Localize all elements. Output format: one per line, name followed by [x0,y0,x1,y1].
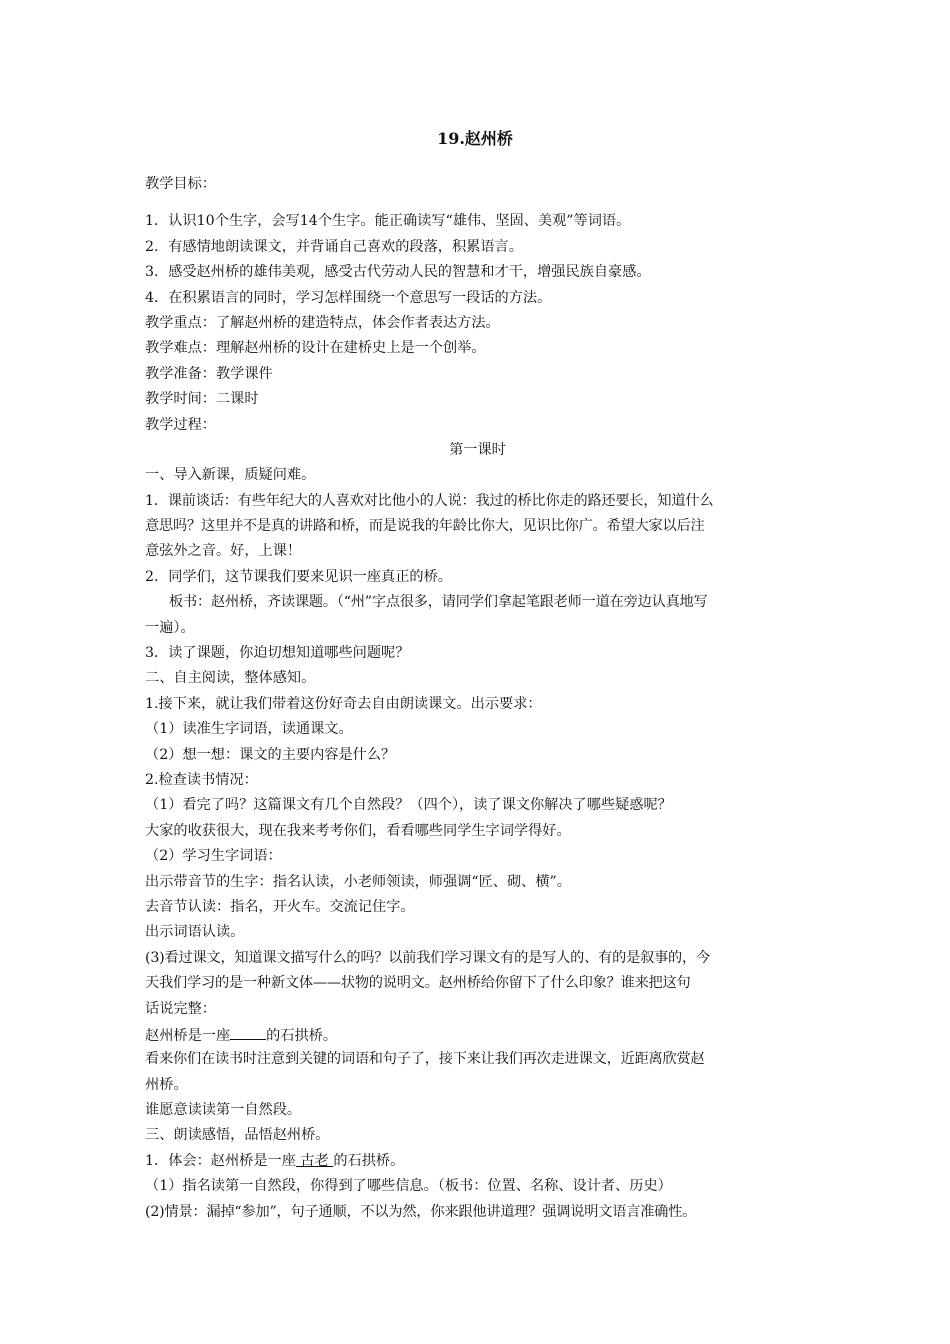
paragraph-line: 看来你们在读书时注意到关键的词语和句子了，接下来让我们再次走进课文，近距离欣赏赵 [145,1051,705,1068]
sentence-after: 的石拱桥。 [333,1152,405,1169]
paragraph-line: 3．读了课题，你迫切想知道哪些问题呢？ [145,645,410,662]
paragraph-line: 1．课前谈话：有些年纪大的人喜欢对比他小的人说：我过的桥比你走的路还要长，知道什么 [145,492,714,509]
goal-item: 2．有感情地朗读课文，并背诵自己喜欢的段落，积累语言。 [145,238,523,255]
paragraph-line: 意思吗？这里并不是真的讲路和桥，而是说我的年龄比你大，见识比你广。希望大家以后注 [145,518,705,535]
paragraph-line: 意弦外之音。好，上课！ [145,543,302,560]
paragraph-line: 2．同学们，这节课我们要来见识一座真正的桥。 [145,568,452,585]
list-item: （1）指名读第一自然段，你得到了哪些信息。（板书：位置、名称、设计者、历史） [145,1178,672,1195]
list-item: （2）学习生字词语： [145,848,282,865]
goals-heading: 教学目标： [145,176,216,192]
paragraph-line: 一遍）。 [145,619,195,636]
paragraph-line: 2.检查读书情况： [145,771,258,788]
preparation: 教学准备：教学课件 [145,365,273,382]
section-heading: 三、朗读感悟，品悟赵州桥。 [145,1127,330,1144]
list-item: （1）看完了吗？这篇课文有几个自然段？（四个），读了课文你解决了哪些疑惑呢？ [145,797,672,814]
paragraph-line [145,1149,810,1174]
paragraph-line: 板书：赵州桥，齐读课题。（“州”字点很多，请同学们拿起笔跟老师一道在旁边认真地写 [169,594,708,611]
underlined-word: 古老 [295,1152,334,1169]
paragraph-line: 出示词语认读。 [145,924,245,941]
paragraph-line: 大家的收获很大，现在我来考考你们，看看哪些同学生字词学得好。 [145,822,571,839]
paragraph-line: 去音节认读：指名，开火车。交流记住字。 [145,898,415,915]
spacer [145,197,810,209]
goal-item: 3．感受赵州桥的雄伟美观，感受古代劳动人民的智慧和才干，增强民族自豪感。 [145,264,651,281]
list-item: （1）读准生字词语，读通课文。 [145,721,353,738]
list-item: （2）想一想：课文的主要内容是什么？ [145,746,396,763]
paragraph-line: 谁愿意读读第一自然段。 [145,1102,302,1119]
goal-item: 4．在积累语言的同时，学习怎样围绕一个意思写一段话的方法。 [145,289,552,306]
lesson-heading: 第一课时 [449,441,506,458]
list-item: (2)情景：漏掉“参加”，句子通顺，不以为然，你来跟他讲道理？强调说明文语言准确性。 [145,1203,697,1220]
fill-blank [230,1022,266,1040]
paragraph-line: 州桥。 [145,1076,188,1093]
fill-text-after: 的石拱桥。 [266,1027,338,1044]
paragraph-line: 天我们学习的是一种新文体——状物的说明文。赵州桥给你留下了什么印象？谁来把这句 [145,975,691,992]
sentence-before: 1．体会：赵州桥是一座 [145,1152,296,1169]
paragraph-line: 话说完整： [145,1000,216,1017]
paragraph-line: (3)看过课文，知道课文描写什么的吗？以前我们学习课文有的是写人的、有的是叙事的，今 [145,949,711,966]
document-body [145,172,810,1225]
paragraph-line: 出示带音节的生字：指名认读，小老师领读，师强调“匠、砌、横”。 [145,873,571,890]
teaching-time: 教学时间：二课时 [145,391,259,408]
difficulty: 教学难点：理解赵州桥的设计在建桥史上是一个创举。 [145,340,486,357]
section-heading: 二、自主阅读，整体感知。 [145,670,316,687]
goal-item: 1．认识10个生字，会写14个生字。能正确读写“雄伟、坚固、美观”等词语。 [145,213,631,230]
key-point: 教学重点：了解赵州桥的建造特点，体会作者表达方法。 [145,314,500,331]
fill-in-sentence [145,1022,810,1047]
fill-text-before: 赵州桥是一座 [145,1027,231,1044]
document-title: 19.赵州桥 [437,129,513,148]
paragraph-line: 1.接下来，就让我们带着这份好奇去自由朗读课文。出示要求： [145,695,542,712]
process-heading: 教学过程： [145,416,216,433]
section-heading: 一、导入新课，质疑问难。 [145,467,316,484]
